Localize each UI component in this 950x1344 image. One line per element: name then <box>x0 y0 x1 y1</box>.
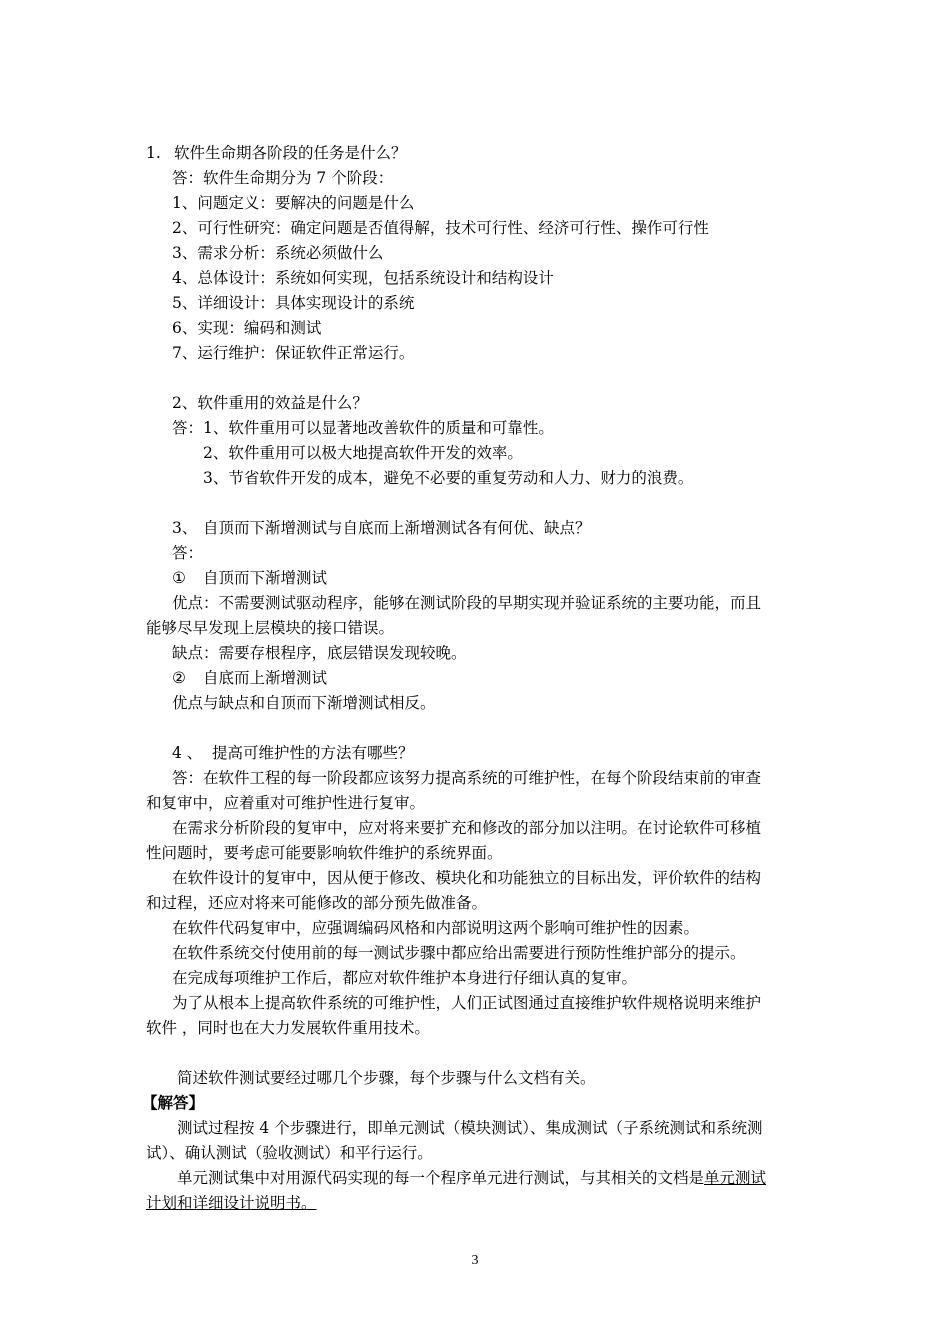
q2-question: 2、软件重用的效益是什么？ <box>172 394 368 412</box>
q5-paragraph-1-line-2: 试）、确认测试（验收测试）和平行运行。 <box>146 1144 433 1162</box>
q3-advantages-line-2: 能够尽早发现上层模块的接口错误。 <box>146 619 395 637</box>
q4-question: 提高可维护性的方法有哪些？ <box>212 744 414 762</box>
q5-question: 简述软件测试要经过哪几个步骤，每个步骤与什么文档有关。 <box>177 1069 596 1087</box>
q3-part2-heading <box>172 668 327 688</box>
q4-line-9: 在完成每项维护工作后，都应对软件维护本身进行仔细认真的复审。 <box>172 969 638 987</box>
q4-line-7: 在软件代码复审中，应强调编码风格和内部说明这两个影响可维护性的因素。 <box>172 919 700 937</box>
q1-stage-5: 5、详细设计：具体实现设计的系统 <box>172 294 415 312</box>
q5-paragraph-2-text: 单元测试集中对用源代码实现的每一个程序单元进行测试，与其相关的文档是 <box>177 1169 705 1187</box>
q1-stage-3: 3、需求分析：系统必须做什么 <box>172 244 384 262</box>
q3-disadvantages: 缺点：需要存根程序，底层错误发现较晚。 <box>172 644 467 662</box>
page-number: 3 <box>471 1253 479 1268</box>
q1-number: 1. <box>146 144 161 162</box>
q3-part1-marker: ① <box>172 569 186 587</box>
q5-doc-underlined-1: 单元测试 <box>704 1169 767 1187</box>
q5-paragraph-2-line-1 <box>177 1168 766 1188</box>
q4-line-3: 在需求分析阶段的复审中，应对将来要扩充和修改的部分加以注明。在讨论软件可移植 <box>172 819 762 837</box>
q2-answer-1: 1、软件重用可以显著地改善软件的质量和可靠性。 <box>203 419 554 437</box>
q4-line-6: 和过程，还应对将来可能修改的部分预先做准备。 <box>146 894 488 912</box>
q2-answer-line-1 <box>172 418 554 438</box>
q3-question: 自顶而下渐增测试与自底而上渐增测试各有何优、缺点？ <box>203 519 591 537</box>
q4-line-2: 和复审中，应着重对可维护性进行复审。 <box>146 794 426 812</box>
q5-doc-underlined-2: 计划和详细设计说明书。 <box>146 1194 317 1212</box>
q3-part1-heading <box>172 568 327 588</box>
q3-part2-text: 优点与缺点和自顶而下渐增测试相反。 <box>172 694 436 712</box>
q3-part2-title: 自底而上渐增测试 <box>203 669 328 687</box>
q2-answer-2: 2、软件重用可以极大地提高软件开发的效率。 <box>203 444 523 462</box>
q1-stage-1: 1、问题定义：要解决的问题是什么 <box>172 194 415 212</box>
q4-number: 4 、 <box>172 744 203 762</box>
q5-paragraph-1-line-1: 测试过程按 4 个步骤进行，即单元测试（模块测试）、集成测试（子系统测试和系统测 <box>177 1119 763 1137</box>
q4-line-8: 在软件系统交付使用前的每一测试步骤中都应给出需要进行预防性维护部分的提示。 <box>172 944 746 962</box>
q1-answer-intro: 答：软件生命期分为 7 个阶段： <box>172 169 394 187</box>
q3-part1-title: 自顶而下渐增测试 <box>203 569 328 587</box>
q3-question-line <box>172 518 591 538</box>
q4-line-5: 在软件设计的复审中，因从便于修改、模块化和功能独立的目标出发，评价软件的结构 <box>172 869 762 887</box>
q1-question: 软件生命期各阶段的任务是什么？ <box>174 144 407 162</box>
q4-line-4: 性问题时，要考虑可能要影响软件维护的系统界面。 <box>146 844 503 862</box>
q1-stage-2: 2、可行性研究：确定问题是否值得解，技术可行性、经济可行性、操作可行性 <box>172 219 709 237</box>
q1-stage-6: 6、实现：编码和测试 <box>172 319 322 337</box>
q1-stage-7: 7、运行维护：保证软件正常运行。 <box>172 344 415 362</box>
q3-advantages-line-1: 优点：不需要测试驱动程序，能够在测试阶段的早期实现并验证系统的主要功能，而且 <box>172 594 762 612</box>
q3-number: 3、 <box>172 519 198 537</box>
q4-line-11: 软件 ，同时也在大力发展软件重用技术。 <box>146 1019 430 1037</box>
q1-stage-4: 4、总体设计：系统如何实现，包括系统设计和结构设计 <box>172 269 554 287</box>
q4-line-1: 答：在软件工程的每一阶段都应该努力提高系统的可维护性，在每个阶段结束前的审查 <box>172 769 762 787</box>
q1-question-line <box>146 143 407 163</box>
q3-part2-marker: ② <box>172 669 186 687</box>
q4-question-line <box>172 743 414 763</box>
q2-answer-3: 3、节省软件开发的成本，避免不必要的重复劳动和人力、财力的浪费。 <box>203 469 694 487</box>
q2-answer-prefix: 答： <box>172 419 204 437</box>
q5-answer-header: 【解答】 <box>142 1093 205 1112</box>
q4-line-10: 为了从根本上提高软件系统的可维护性，人们正试图通过直接维护软件规格说明来维护 <box>172 994 762 1012</box>
q3-answer-prefix: 答： <box>172 544 204 562</box>
